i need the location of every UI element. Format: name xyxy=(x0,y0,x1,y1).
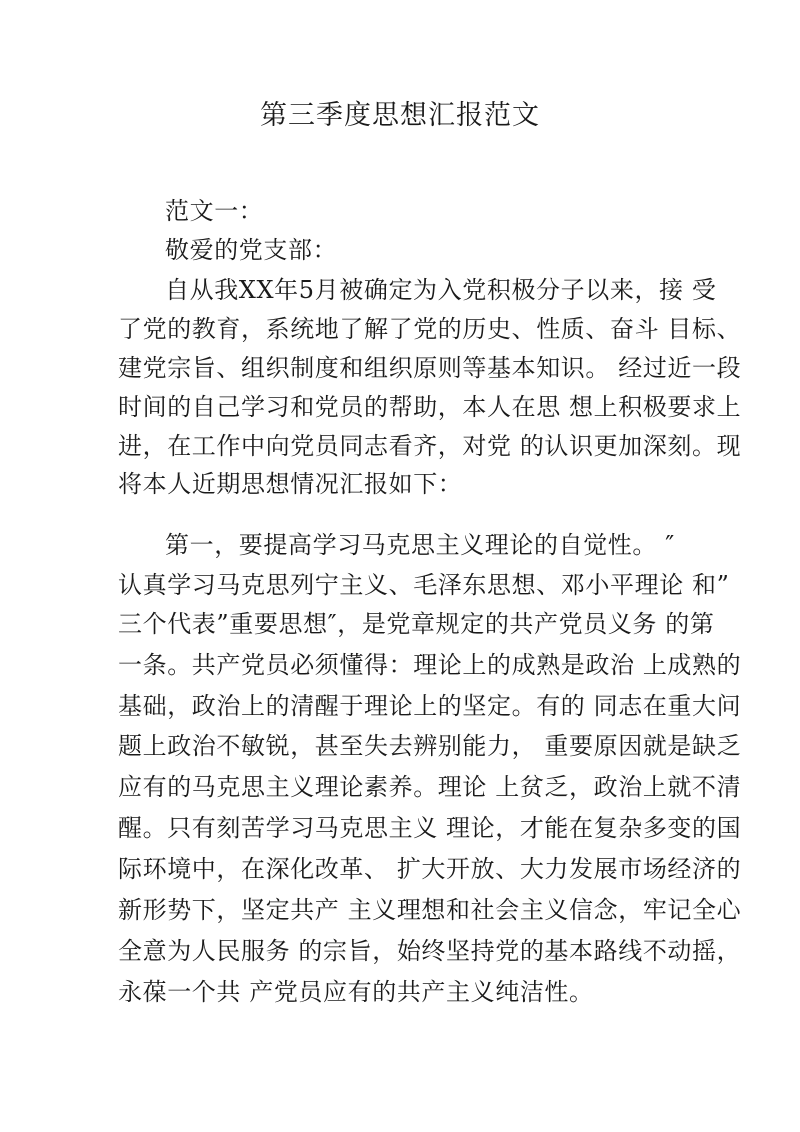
text-line: 第一，要提高学习马克思主义理论的自觉性。 ″ xyxy=(165,531,675,559)
text-line: 应有的马克思主义理论素养。理论 上贫乏，政治上就不清 xyxy=(118,773,742,801)
text-line: 题上政治不敏锐，甚至失去辨别能力， 重要原因就是缺乏 xyxy=(118,732,742,760)
text-line: 基础，政治上的清醒于理论上的坚定。有的 同志在重大问 xyxy=(118,692,742,720)
text-line: 醒。只有刻苦学习马克思主义 理论，才能在复杂多变的国 xyxy=(118,814,742,842)
text-line: 一条。共产党员必须懂得：理论上的成熟是政治 上成熟的 xyxy=(118,651,742,679)
text-line: 际环境中，在深化改革、 扩大开放、大力发展市场经济的 xyxy=(118,855,742,883)
text-line: 自从我XX年5月被确定为入党积极分子以来，接 受 xyxy=(165,276,717,304)
text-line: 新形势下，坚定共产 主义理想和社会主义信念，牢记全心 xyxy=(118,896,742,924)
text-line: 三个代表”重要思想″，是党章规定的共产党员义务 的第 xyxy=(118,610,715,638)
text-line-salutation: 敬爱的党支部： xyxy=(165,236,338,264)
text-line: 永葆一个共 产党员应有的共产主义纯洁性。 xyxy=(118,978,594,1006)
text-line-salutation-label: 范文一： xyxy=(165,197,264,225)
text-line: 全意为人民服务 的宗旨，始终坚持党的基本路线不动摇， xyxy=(118,937,742,965)
text-line: 建党宗旨、组织制度和组织原则等基本知识。 经过近一段 xyxy=(118,354,742,382)
text-line: 了党的教育，系统地了解了党的历史、性质、奋斗 目标、 xyxy=(118,315,742,343)
text-line: 时间的自己学习和党员的帮助，本人在思 想上积极要求上 xyxy=(118,393,742,421)
text-line: 认真学习马克思列宁主义、毛泽东思想、邓小平理论 和” xyxy=(118,571,730,599)
text-line: 将本人近期思想情况汇报如下： xyxy=(118,470,463,498)
document-title: 第三季度思想汇报范文 xyxy=(260,100,540,131)
text-line: 进，在工作中向党员同志看齐，对党 的认识更加深刻。现 xyxy=(118,432,742,460)
